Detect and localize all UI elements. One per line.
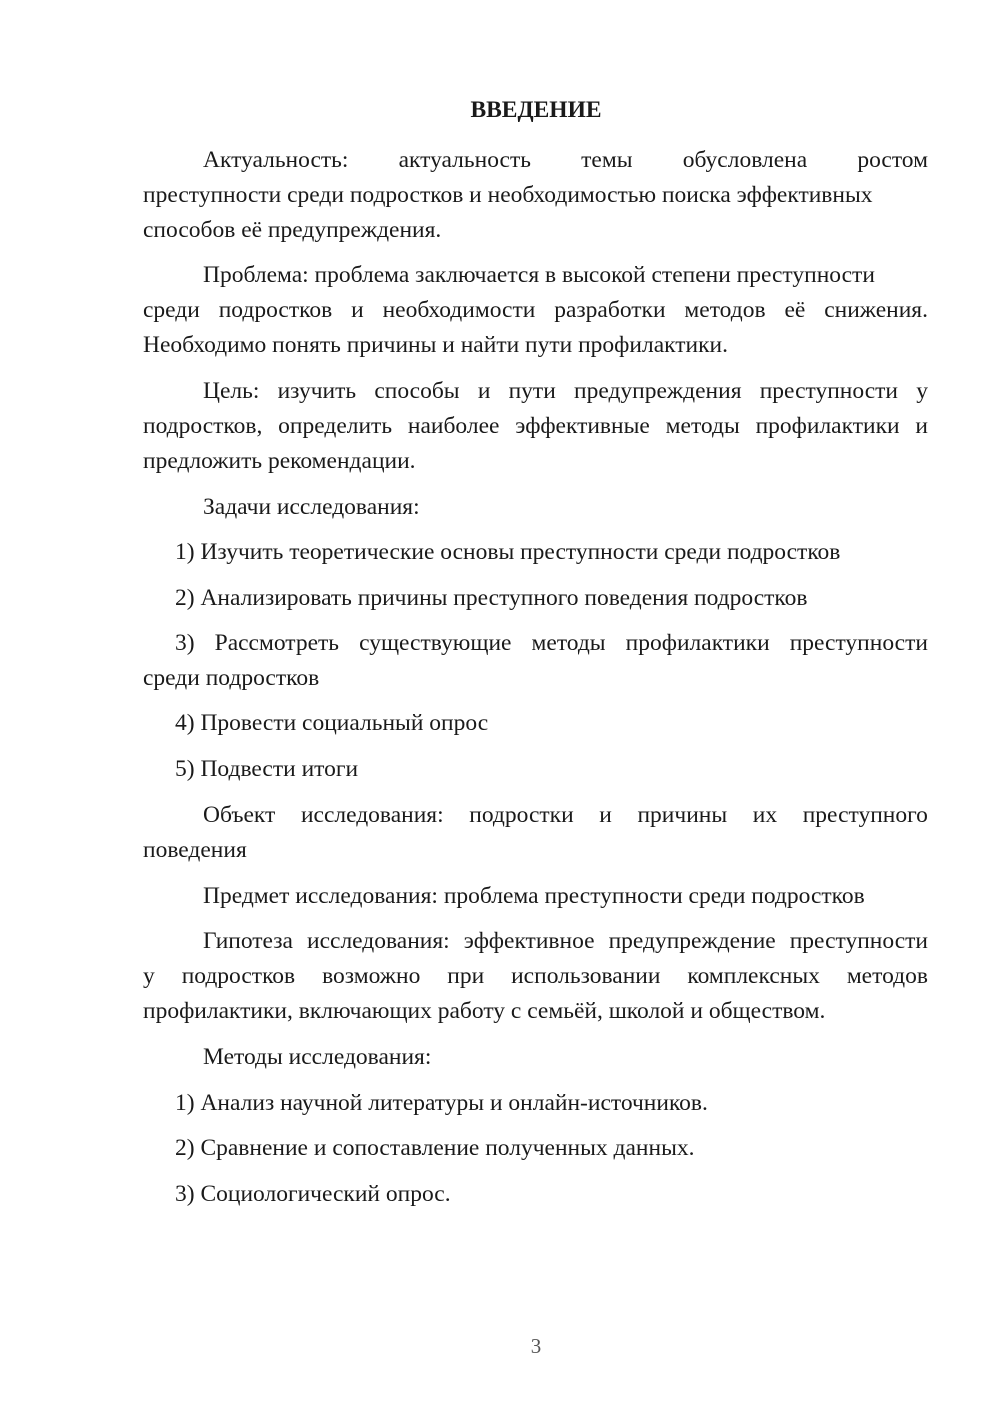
actuality-word-2: актуальность	[398, 147, 531, 173]
method-item-3: 3) Социологический опрос.	[175, 1181, 451, 1207]
goal-text-1	[203, 377, 928, 405]
object-word-3: подростки	[469, 802, 574, 828]
method-item-2: 2) Сравнение и сопоставление полученных данных.	[175, 1135, 695, 1161]
word: предупреждения	[574, 378, 742, 404]
word: снижения.	[824, 297, 928, 323]
word: Рассмотреть	[214, 630, 340, 656]
hypothesis-word-6: комплексных	[687, 963, 820, 989]
object-word-4: и	[599, 802, 612, 828]
object-word-7: преступного	[802, 802, 928, 828]
word: пути	[508, 378, 556, 404]
word: подростков,	[143, 413, 263, 439]
task-item-5: 5) Подвести итоги	[175, 756, 359, 782]
word: преступности	[789, 928, 928, 954]
word: существующие	[359, 630, 512, 656]
object-line-1	[203, 801, 928, 829]
hypothesis-line-1	[203, 927, 928, 955]
word: Гипотеза	[203, 928, 293, 954]
actuality-line-3: способов её предупреждения.	[143, 217, 442, 243]
word: подростков	[218, 297, 333, 323]
problem-text-2	[143, 296, 928, 324]
word: эффективные	[515, 413, 650, 439]
object-word-1: Объект	[203, 802, 276, 828]
word: среди	[143, 297, 200, 323]
problem-line-3: Необходимо понять причины и найти пути профилактики.	[143, 332, 728, 358]
word: профилактики	[755, 413, 900, 439]
hypothesis-line-2	[143, 962, 928, 990]
hypothesis-text-1	[203, 927, 928, 955]
actuality-text-2: преступности среди подростков и необходимостью поиска эффективных	[143, 182, 873, 208]
task-item-3-cont: среди подростков	[143, 665, 320, 691]
actuality-word-3: темы	[581, 147, 633, 173]
word: у	[916, 378, 928, 404]
actuality-word-1: Актуальность:	[203, 147, 349, 173]
word: 3)	[175, 630, 195, 656]
task-item-2: 2) Анализировать причины преступного поведения подростков	[175, 585, 808, 611]
word: предупреждение	[608, 928, 776, 954]
word: изучить	[277, 378, 357, 404]
word: её	[784, 297, 806, 323]
word: преступности	[759, 378, 898, 404]
tasks-heading: Задачи исследования:	[203, 494, 420, 520]
word: наиболее	[407, 413, 500, 439]
goal-line-1	[203, 377, 928, 405]
word: необходимости	[382, 297, 536, 323]
goal-line-3: предложить рекомендации.	[143, 448, 416, 474]
task-item-1: 1) Изучить теоретические основы преступности среди подростков	[175, 539, 841, 565]
object-word-6: их	[752, 802, 778, 828]
word: и	[477, 378, 491, 404]
hypothesis-word-1: у	[143, 963, 155, 989]
word: Цель:	[203, 378, 260, 404]
hypothesis-word-2: подростков	[181, 963, 296, 989]
object-line-2: поведения	[143, 837, 247, 863]
word: определить	[278, 413, 393, 439]
subject-line: Предмет исследования: проблема преступности среди подростков	[203, 883, 865, 909]
task-item-3	[175, 629, 928, 657]
word: методы	[531, 630, 606, 656]
problem-line-2	[143, 296, 928, 324]
word: методов	[684, 297, 766, 323]
method-item-1: 1) Анализ научной литературы и онлайн-источников.	[175, 1090, 708, 1116]
word: преступности	[789, 630, 928, 656]
actuality-word-4: обусловлена	[682, 147, 808, 173]
methods-heading: Методы исследования:	[203, 1044, 432, 1070]
hypothesis-word-4: при	[447, 963, 485, 989]
actuality-line-1	[203, 146, 928, 174]
word: разработки	[554, 297, 666, 323]
hypothesis-line-3: профилактики, включающих работу с семьёй, школой и обществом.	[143, 998, 826, 1024]
word: и	[351, 297, 364, 323]
object-word-5: причины	[637, 802, 728, 828]
word: методы	[665, 413, 740, 439]
word: эффективное	[463, 928, 595, 954]
goal-line-2	[143, 412, 928, 440]
page-title: ВВЕДЕНИЕ	[470, 97, 602, 123]
word: исследования:	[307, 928, 450, 954]
actuality-word-5: ростом	[857, 147, 928, 173]
page-number: 3	[530, 1334, 542, 1358]
word: и	[915, 413, 928, 439]
problem-line-1: Проблема: проблема заключается в высокой степени преступности	[203, 262, 875, 288]
task-item-3-text	[175, 629, 928, 657]
word: профилактики	[625, 630, 770, 656]
hypothesis-word-5: использовании	[511, 963, 661, 989]
word: способы	[374, 378, 460, 404]
object-word-2: исследования:	[300, 802, 444, 828]
actuality-line-2	[143, 181, 928, 209]
hypothesis-word-3: возможно	[322, 963, 421, 989]
task-item-4: 4) Провести социальный опрос	[175, 710, 489, 736]
goal-text-2	[143, 412, 928, 440]
hypothesis-word-7: методов	[846, 963, 928, 989]
